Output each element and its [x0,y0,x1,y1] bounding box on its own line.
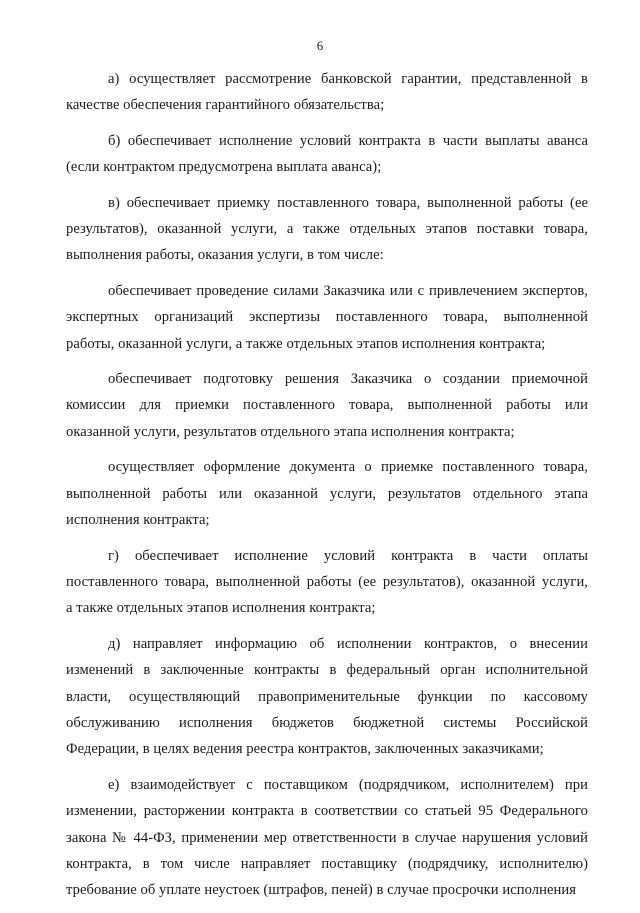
paragraph-v1 [66,278,588,357]
page-number: 6 [316,38,324,53]
paragraph-g [66,543,588,622]
text-line: исполнения контракта; [66,512,210,529]
text-line: работы, оказанной услуги, а также отдельных этапов исполнения контракта; [66,335,546,352]
text-line: результатов), оказанной услуги, а также отдельных этапов поставки товара, [66,221,588,238]
text-line: изменении, расторжении контракта в соответствии со статьей 95 Федерального [66,803,588,820]
text-line: а также отдельных этапов исполнения контракта; [66,600,376,617]
text-line: выполнения работы, оказания услуги, в том числе: [66,247,384,264]
text-line: оказанной услуги, результатов отдельного этапа исполнения контракта; [66,423,515,440]
text-line: контракта, в том числе направляет поставщику (подрядчику, исполнителю) [66,855,588,872]
text-line: б) обеспечивает исполнение условий контракта в части выплаты аванса [108,132,588,149]
text-line: осуществляет оформление документа о приемке поставленного товара, [108,459,588,476]
text-line: изменений в заключенные контракты в федеральный орган исполнительной [66,662,588,679]
text-line: а) осуществляет рассмотрение банковской гарантии, представленной в [108,71,588,87]
paragraph-e [66,772,588,904]
paragraph-d [66,631,588,763]
text-line: обслуживанию исполнения бюджетов бюджетной системы Российской [66,714,588,731]
paragraph-v3 [66,454,588,533]
paragraph-b [66,128,588,181]
paragraph-v2 [66,366,588,445]
text-line: е) взаимодействует с поставщиком (подрядчиком, исполнителем) при [108,776,588,793]
text-line: д) направляет информацию об исполнении контрактов, о внесении [108,635,588,652]
paragraph-v [66,190,588,269]
text-line: выполненной работы или оказанной услуги, результатов отдельного этапа [66,485,588,502]
text-line: требование об уплате неустоек (штрафов, пеней) в случае просрочки исполнения [66,882,576,899]
document-body [66,66,588,913]
text-line: комиссии для приемки поставленного товара, выполненной работы или [66,397,588,414]
text-line: обеспечивает проведение силами Заказчика или с привлечением экспертов, [108,282,588,299]
text-line: (если контрактом предусмотрена выплата аванса); [66,159,382,176]
text-line: в) обеспечивает приемку поставленного товара, выполненной работы (ее [108,194,588,211]
text-line: закона № 44-ФЗ, применении мер ответственности в случае нарушения условий [66,829,588,846]
text-line: качестве обеспечения гарантийного обязательства; [66,97,385,114]
text-line: экспертных организаций экспертизы поставленного товара, выполненной [66,309,588,326]
text-line: Федерации, в целях ведения реестра контрактов, заключенных заказчиками; [66,741,544,758]
text-line: обеспечивает подготовку решения Заказчика о создании приемочной [108,371,588,388]
text-line: власти, осуществляющий правоприменительные функции по кассовому [66,688,588,705]
text-line: г) обеспечивает исполнение условий контракта в части оплаты [108,547,588,564]
text-line: поставленного товара, выполненной работы (ее результатов), оказанной услуги, [66,573,588,590]
paragraph-a [66,66,588,119]
